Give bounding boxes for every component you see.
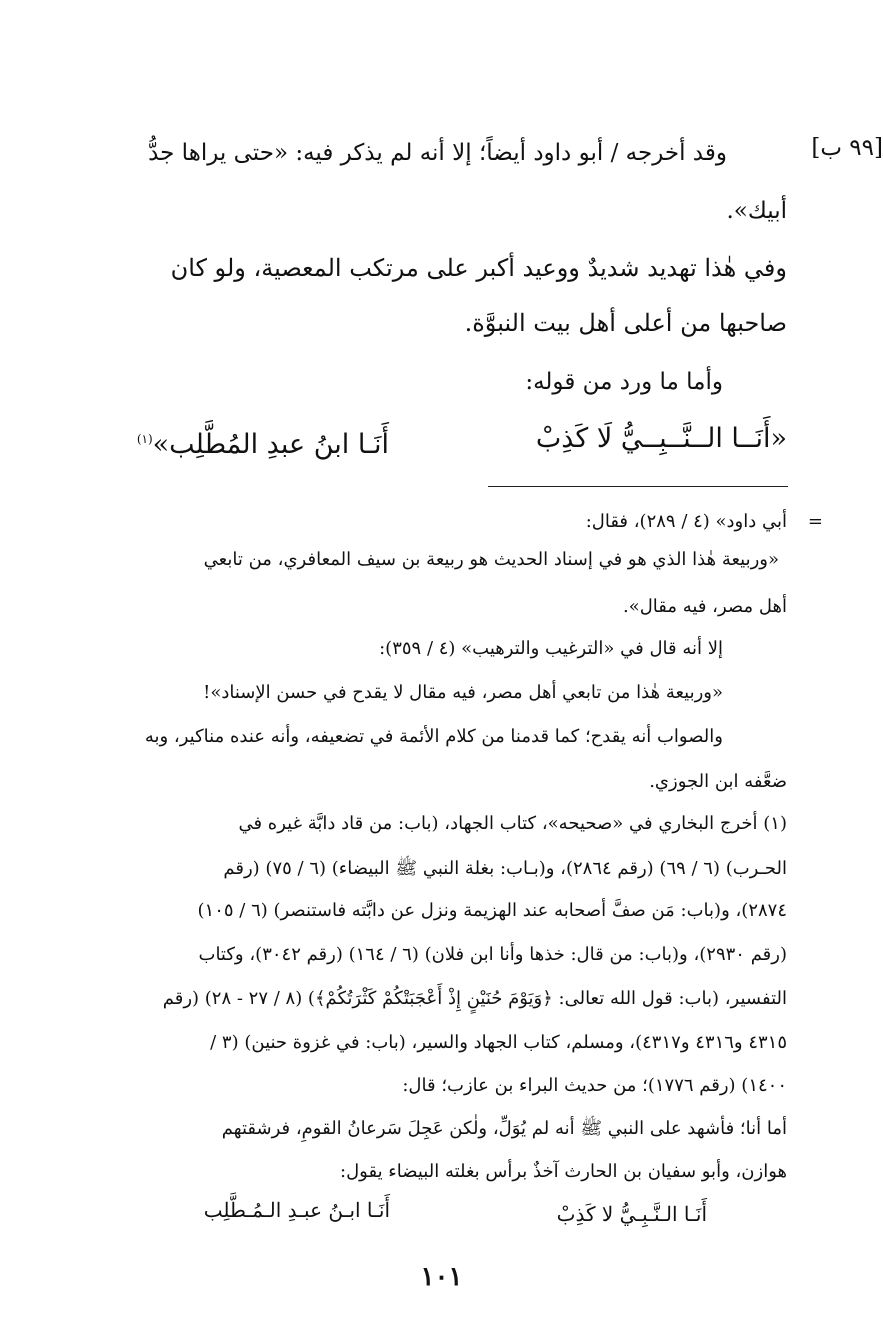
main-paragraph-3-text: وأما ما ورد من قوله: [525, 369, 723, 395]
footnote-line-4 [379, 636, 723, 662]
footnote-line-16 [340, 1159, 787, 1185]
main-verse-second-text: أَنَـا ابنُ عبدِ المُطَّلِب» [152, 429, 389, 460]
footnote-continuation-mark-text: = [807, 511, 823, 532]
footnote-line-8 [238, 811, 787, 837]
footnote-line-9 [223, 856, 787, 882]
main-paragraph-2-line-1 [171, 253, 787, 283]
footnote-line-1-text: أبي داود» (٤ / ٢٨٩)، فقال: [585, 511, 787, 532]
footnote-verse-first-text: أَنَـا الـنَّـبِـيُّ لا كَذِبْ [556, 1202, 707, 1226]
footnote-line-2 [204, 547, 779, 573]
footnote-line-13-text: ٤٣١٥ و٤٣١٦ و٤٣١٧)، ومسلم، كتاب الجهاد والسير، (باب: في غزوة حنين) (٣ / [210, 1032, 787, 1053]
footnote-line-3-text: أهل مصر، فيه مقال». [622, 596, 787, 617]
main-line-1 [148, 138, 727, 168]
footnote-reference-1: (١) [136, 432, 153, 446]
footnote-line-11 [199, 942, 788, 968]
main-verse-first-text: «أَنَــا الــنَّــبِــيُّ لَا كَذِبْ [535, 423, 787, 454]
footnote-line-14 [402, 1073, 787, 1099]
folio-marker-text: [٩٩ ب] [811, 135, 883, 161]
footnote-line-7-text: ضعَّفه ابن الجوزي. [649, 771, 787, 792]
footnote-line-6-text: والصواب أنه يقدح؛ كما قدمنا من كلام الأئمة في تضعيفه، وأنه عنده مناكير، وبه [144, 726, 723, 747]
footnote-line-10-text: ٢٨٧٤)، و(باب: مَن صفَّ أصحابه عند الهزيمة ونزل عن دابَّته فاستنصر) (٦ / ١٠٥) [197, 900, 787, 921]
footnote-line-5-text: «وربيعة هٰذا من تابعي أهل مصر، فيه مقال لا يقدح في حسن الإسناد»! [203, 682, 723, 703]
footnote-verse-second-hemistich [204, 1196, 390, 1224]
footnote-line-1 [586, 509, 787, 535]
footnote-line-13 [210, 1030, 787, 1056]
footnote-line-11-text: (رقم ٢٩٣٠)، و(باب: من قال: خذها وأنا ابن فلان) (٦ / ١٦٤) (رقم ٣٠٤٢)، وكتاب [198, 944, 787, 965]
main-verse-first-hemistich [536, 422, 787, 456]
footnote-line-7 [649, 769, 787, 795]
footnote-line-9-text: الحـرب) (٦ / ٦٩) (رقم ٢٨٦٤)، و(بـاب: بغلة النبي ﷺ البيضاء) (٦ / ٧٥) (رقم [223, 858, 787, 879]
footnote-line-15 [222, 1116, 787, 1142]
main-line-2-text: أبيك». [726, 198, 787, 224]
footnote-line-16-text: هوازن، وأبو سفيان بن الحارث آخذٌ برأس بغلته البيضاء يقول: [340, 1161, 787, 1182]
footnote-line-15-text: أما أنا؛ فأشهد على النبي ﷺ أنه لم يُوَلِّ، ولٰكن عَجِلَ سَرعانُ القومِ، فرشقتهم [221, 1118, 787, 1139]
main-verse-second-hemistich [137, 422, 389, 462]
footnote-line-14-text: ١٤٠٠) (رقم ١٧٧٦)؛ من حديث البراء بن عازب؛ قال: [402, 1075, 787, 1096]
page-number [0, 1262, 883, 1292]
main-paragraph-2-line-2-text: صاحبها من أعلى أهل بيت النبوَّة. [464, 309, 787, 337]
main-paragraph-2-line-2 [465, 308, 787, 338]
main-line-2 [727, 196, 788, 226]
footnote-continuation-mark [808, 509, 823, 535]
footnote-line-2-text: «وربيعة هٰذا الذي هو في إسناد الحديث هو ربيعة بن سيف المعافري، من تابعي [203, 549, 779, 570]
footnote-line-5 [203, 680, 723, 706]
footnote-separator [488, 486, 788, 487]
folio-marker [811, 133, 883, 163]
page-number-text: ١٠١ [420, 1262, 463, 1292]
footnote-line-12 [163, 986, 787, 1012]
footnote-line-10 [198, 898, 788, 924]
footnote-line-8-text: (١) أخرج البخاري في «صحيحه»، كتاب الجهاد، (باب: من قاد دابَّة غيره في [238, 813, 787, 834]
footnote-line-4-text: إلا أنه قال في «الترغيب والترهيب» (٤ / ٣٥٩): [379, 638, 723, 659]
footnote-line-12-text: التفسير، (باب: قول الله تعالى: ﴿وَيَوْمَ حُنَيْنٍ إِذْ أَعْجَبَتْكُمْ كَثْرَتُكُمْ﴾) (٨ / ٢٧ - ٢٨) (رقم [162, 988, 787, 1009]
footnote-line-3 [623, 594, 787, 620]
footnote-verse-second-text: أَنَـا ابـنُ عبـدِ الـمُـطَّلِب [203, 1198, 390, 1222]
main-paragraph-2-line-1-text: وفي هٰذا تهديد شديدٌ ووعيد أكبر على مرتكب المعصية، ولو كان [170, 254, 787, 282]
footnote-line-6 [145, 724, 723, 750]
footnote-verse-first-hemistich [557, 1200, 707, 1228]
main-line-1-text: وقد أخرجه / أبو داود أيضاً؛ إلا أنه لم يذكر فيه: «حتى يراها جدُّ [148, 140, 727, 166]
main-paragraph-3 [525, 367, 723, 397]
